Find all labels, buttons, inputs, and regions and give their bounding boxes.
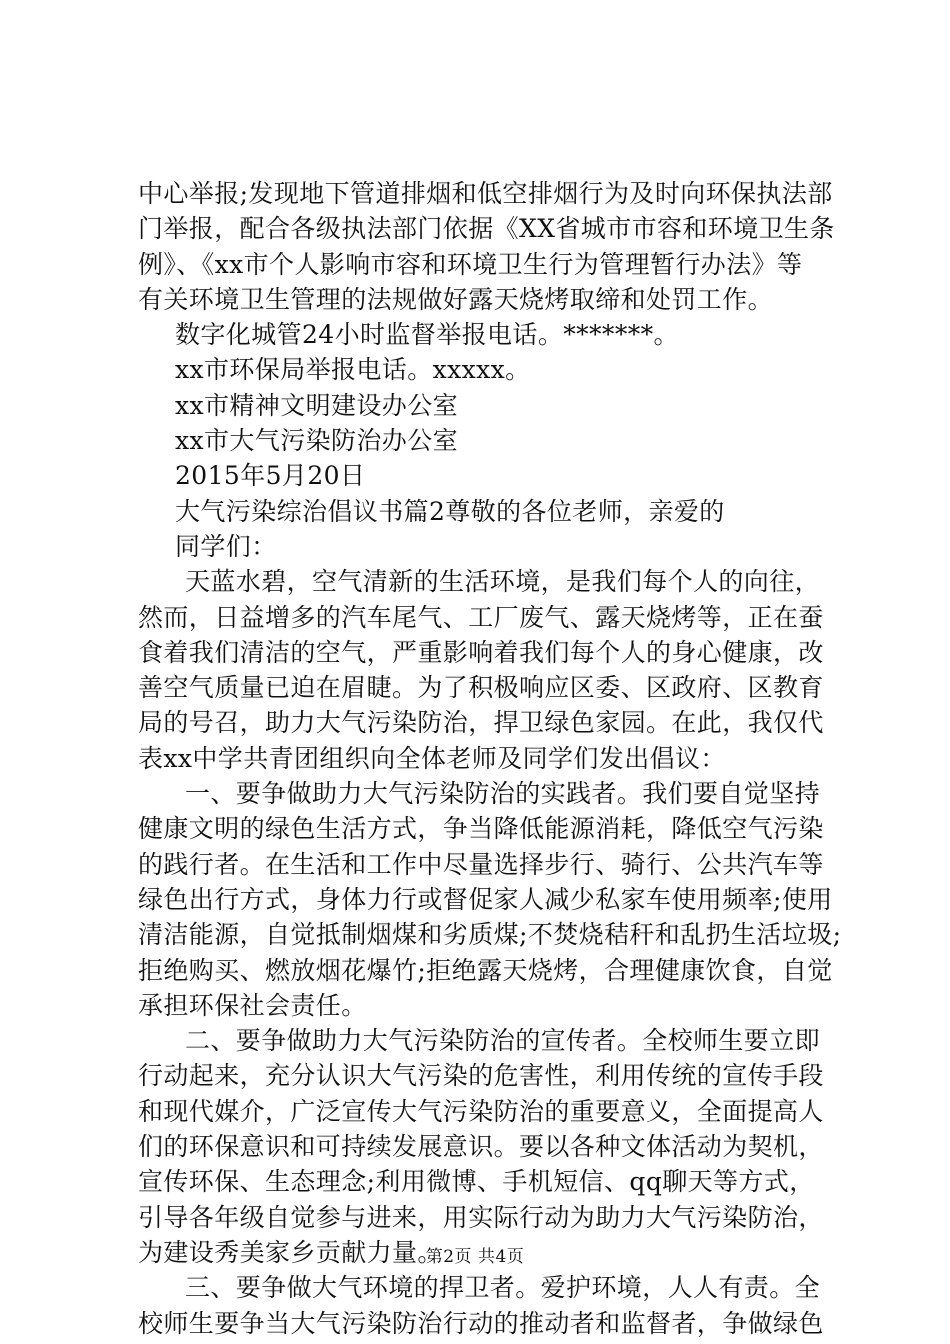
text-line: 和现代媒介，广泛宣传大气污染防治的重要意义，全面提高人 (138, 1096, 824, 1126)
text-line: 中心举报;发现地下管道排烟和低空排烟行为及时向环保执法部 (138, 179, 833, 208)
hotline-line: 数字化城管24小时监督举报电话。*******。 (175, 320, 679, 350)
text-line: 们的环保意识和可持续发展意识。要以各种文体活动为契机， (138, 1132, 824, 1162)
text-line: 的践行者。在生活和工作中尽量选择步行、骑行、公共汽车等 (138, 849, 824, 879)
text-line: 清洁能源，自觉抵制烟煤和劣质煤;不焚烧秸秆和乱扔生活垃圾; (138, 920, 842, 950)
text-line: 宣传环保、生态理念;利用微博、手机短信、qq聊天等方式， (138, 1167, 815, 1197)
signature-line: xx市精神文明建设办公室 (175, 390, 458, 420)
page-footer: 第2页 共4页 (425, 1247, 525, 1267)
text-line: 为建设秀美家乡贡献力量。 (138, 1237, 443, 1267)
text-line: 拒绝购买、燃放烟花爆竹;拒绝露天烧烤，合理健康饮食，自觉 (138, 955, 833, 985)
document-body (138, 176, 842, 1341)
text-line: 健康文明的绿色生活方式，争当降低能源消耗，降低空气污染 (138, 814, 824, 844)
text-line: 表xx中学共青团组织向全体老师及同学们发出倡议： (138, 743, 726, 773)
text-line: 天蓝水碧，空气清新的生活环境，是我们每个人的向往， (185, 567, 821, 597)
text-line: 校师生要争当大气污染防治行动的推动者和监督者，争做绿色 (138, 1308, 824, 1338)
text-line: 引导各年级自觉参与进来，用实际行动为助力大气污染防治， (138, 1202, 824, 1232)
text-line: 食着我们清洁的空气，严重影响着我们每个人的身心健康，改 (138, 637, 824, 667)
text-line: 三、要争做大气环境的捍卫者。爱护环境，人人有责。全 (185, 1273, 821, 1303)
text-line: 门举报，配合各级执法部门依据《XX省城市市容和环境卫生条 (138, 214, 835, 244)
text-line: 绿色出行方式，身体力行或督促家人减少私家车使用频率;使用 (138, 884, 833, 914)
text-line: 一、要争做助力大气污染防治的实践者。我们要自觉坚持 (185, 779, 821, 809)
salutation-line: 同学们： (175, 531, 277, 561)
signature-line: xx市大气污染防治办公室 (175, 426, 458, 456)
text-line: 有关环境卫生管理的法规做好露天烧烤取缔和处罚工作。 (138, 284, 774, 314)
section-heading: 大气污染综治倡议书篇2尊敬的各位老师，亲爱的 (175, 496, 725, 526)
text-line: 二、要争做助力大气污染防治的宣传者。全校师生要立即 (185, 1026, 821, 1056)
text-line: 行动起来，充分认识大气污染的危害性，利用传统的宣传手段 (138, 1061, 824, 1091)
text-line: 例》、《xx市个人影响市容和环境卫生行为管理暂行办法》等 (138, 249, 803, 279)
hotline-line: xx市环保局举报电话。xxxxx。 (175, 355, 531, 385)
text-line: 善空气质量已迫在眉睫。为了积极响应区委、区政府、区教育 (138, 673, 824, 703)
date-line: 2015年5月20日 (175, 461, 366, 491)
text-line: 局的号召，助力大气污染防治，捍卫绿色家园。在此，我仅代 (138, 708, 824, 738)
text-line: 然而，日益增多的汽车尾气、工厂废气、露天烧烤等，正在蚕 (138, 602, 824, 632)
text-line: 承担环保社会责任。 (138, 990, 367, 1020)
